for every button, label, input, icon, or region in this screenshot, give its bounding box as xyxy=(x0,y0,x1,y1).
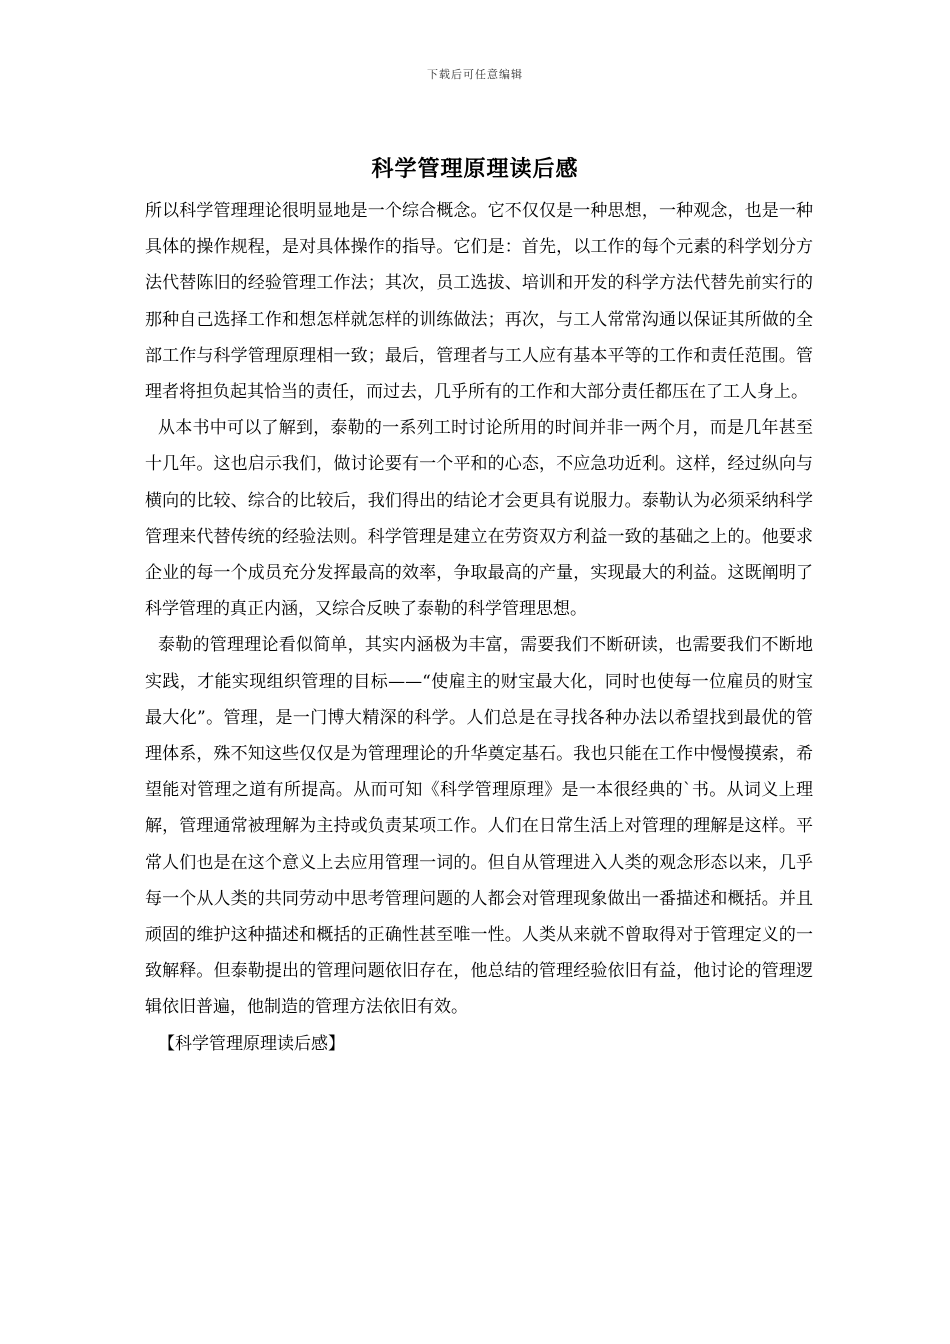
page-header-note: 下载后可任意编辑 xyxy=(427,68,523,81)
footer-tag: 【科学管理原理读后感】 xyxy=(158,1033,345,1054)
paragraph-1: 所以科学管理理论很明显地是一个综合概念。它不仅仅是一种思想，一种观念，也是一种具体的操作规程，是对具体操作的指导。它们是：首先，以工作的每个元素的科学划分方法代替陈旧的经验管理工作法；其次，员工选拔、培训和开发的科学方法代替先前实行的那种自己选择工作和想怎样就怎样的训练做法；再次，与工人常常沟通以保证其所做的全部工作与科学管理原理相一致；最后，管理者与工人应有基本平等的工作和责任范围。管理者将担负起其恰当的责任，而过去，几乎所有的工作和大部分责任都压在了工人身上。 xyxy=(145,201,813,403)
document-title: 科学管理原理读后感 xyxy=(371,156,579,182)
paragraph-3: 泰勒的管理理论看似简单，其实内涵极为丰富，需要我们不断研读，也需要我们不断地实践，才能实现组织管理的目标——“使雇主的财宝最大化，同时也使每一位雇员的财宝最大化”。管理，是一门博大精深的科学。人们总是在寻找各种办法以希望找到最优的管理体系，殊不知这些仅仅是为管理理论的升华奠定基石。我也只能在工作中慢慢摸索，希望能对管理之道有所提高。从而可知《科学管理原理》是一本很经典的`书。从词义上理解，管理通常被理解为主持或负责某项工作。人们在日常生活上对管理的理解是这样。平常人们也是在这个意义上去应用管理一词的。但自从管理进入人类的观念形态以来，几乎每一个从人类的共同劳动中思考管理问题的人都会对管理现象做出一番描述和概括。并且顽固的维护这种描述和概括的正确性甚至唯一性。人类从来就不曾取得对于管理定义的一致解释。但泰勒提出的管理问题依旧存在，他总结的管理经验依旧有益，他讨论的管理逻辑依旧普遍，他制造的管理方法依旧有效。 xyxy=(145,635,813,1018)
document-body xyxy=(145,193,813,1062)
paragraph-2: 从本书中可以了解到，泰勒的一系列工时讨论所用的时间并非一两个月，而是几年甚至十几年。这也启示我们，做讨论要有一个平和的心态，不应急功近利。这样，经过纵向与横向的比较、综合的比较后，我们得出的结论才会更具有说服力。泰勒认为必须采纳科学管理来代替传统的经验法则。科学管理是建立在劳资双方利益一致的基础之上的。他要求企业的每一个成员充分发挥最高的效率，争取最高的产量，实现最大的利益。这既阐明了科学管理的真正内涵，又综合反映了泰勒的科学管理思想。 xyxy=(145,418,813,620)
